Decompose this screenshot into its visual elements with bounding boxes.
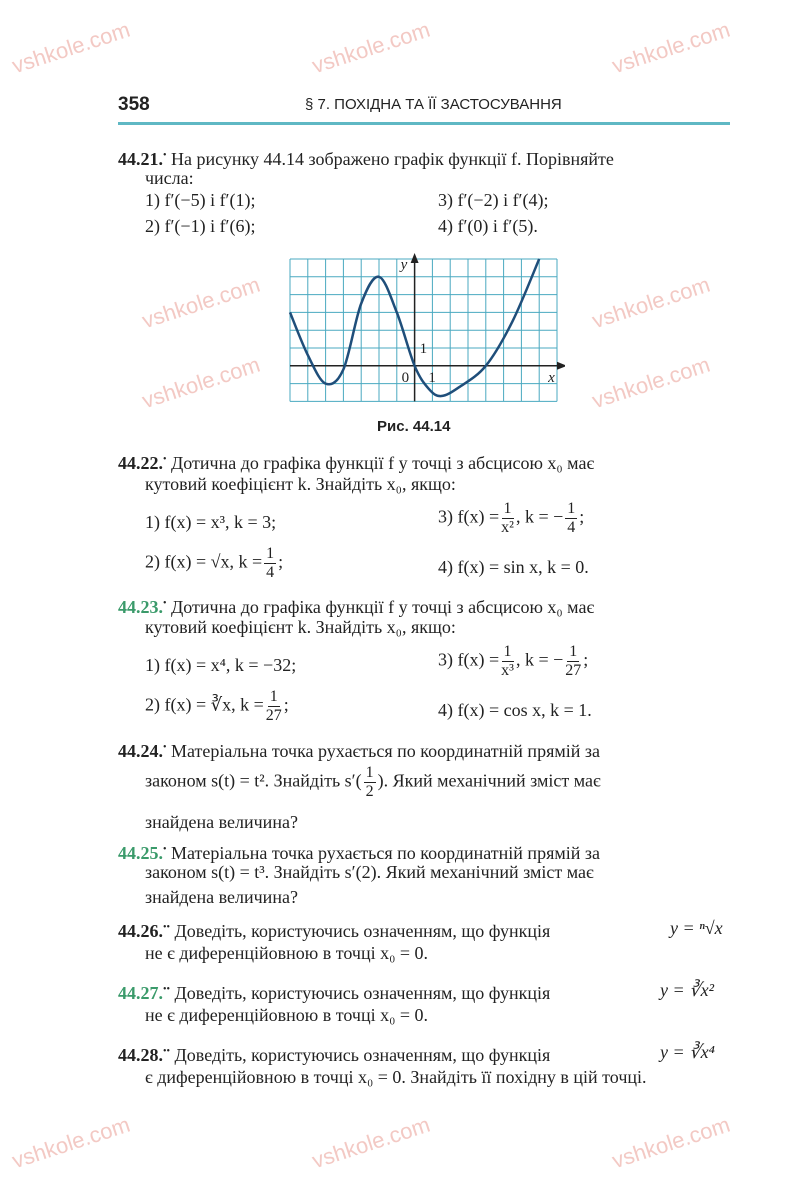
problem-44-23 — [118, 593, 730, 618]
difficulty-mark: •• — [163, 984, 171, 995]
item: 3) f′(−2) і f′(4); — [438, 190, 549, 210]
difficulty-mark: • — [163, 150, 167, 161]
difficulty-mark: • — [163, 454, 167, 465]
problem-text: є диференційовною в точці x₀ = 0. Знайдіть її похідну в цій точці. — [145, 1067, 647, 1087]
item: 2) f(x) = √x, k = $\frac{1}{4}$ ; — [145, 545, 284, 581]
origin-label: 0 — [401, 369, 410, 386]
item-row — [145, 215, 425, 237]
problem-44-22 — [118, 449, 730, 474]
problem-number: 44.27. — [118, 983, 163, 1003]
figure-caption: Рис. 44.14 — [377, 418, 451, 435]
problem-text: кутовий коефіцієнт k. Знайдіть x₀, якщо: — [145, 617, 456, 637]
chapter-title: § 7. ПОХІДНА ТА ЇЇ ЗАСТОСУВАННЯ — [305, 96, 562, 113]
item: 1) f′(−5) і f′(1); — [145, 190, 256, 210]
item-row — [145, 189, 425, 211]
watermark: vshkole.com — [8, 1111, 133, 1174]
difficulty-mark: • — [163, 598, 167, 609]
problem-text: знайдена величина? — [145, 812, 298, 832]
header-divider — [118, 122, 730, 125]
problem-text: законом s(t) = t². Знайдіть s′( $\frac{1}{2}$ ). Який механічний зміст має — [145, 764, 601, 800]
y-axis-arrow — [411, 253, 419, 263]
difficulty-mark: •• — [163, 1046, 171, 1057]
problem-number: 44.22. — [118, 453, 163, 473]
difficulty-mark: • — [163, 742, 167, 753]
difficulty-mark: • — [163, 844, 167, 855]
problem-text: Доведіть, користуючись означенням, що функція — [174, 983, 551, 1003]
watermark: vshkole.com — [308, 16, 433, 79]
problem-text: Дотична до графіка функції f у точці з абсцисою x₀ має — [171, 453, 595, 473]
item: 2) f′(−1) і f′(6); — [145, 216, 256, 236]
item: 1) f(x) = x⁴, k = −32; — [145, 655, 297, 675]
watermark: vshkole.com — [138, 271, 263, 334]
item: 1) f(x) = x³, k = 3; — [145, 512, 277, 532]
y-axis-label: y — [400, 257, 408, 273]
formula: y = ∛x⁴ — [660, 1042, 715, 1062]
problem-number: 44.26. — [118, 921, 163, 941]
function-graph — [285, 252, 565, 412]
item: 3) f(x) = $\frac{1}{\text{x³}}$ , k = − $\frac{1}{27}$ ; — [438, 643, 589, 679]
problem-text: законом s(t) = t³. Знайдіть s′(2). Який механічний зміст має — [145, 862, 594, 882]
problem-text: кутовий коефіцієнт k. Знайдіть x₀, якщо: — [145, 474, 456, 494]
page-number: 358 — [118, 94, 150, 115]
problem-44-28 — [118, 1041, 648, 1066]
problem-44-27 — [118, 979, 648, 1004]
problem-text: не є диференційовною в точці x₀ = 0. — [145, 943, 429, 963]
watermark: vshkole.com — [608, 1111, 733, 1174]
problem-text: Дотична до графіка функції f у точці з абсцисою x₀ має — [171, 597, 595, 617]
problem-number: 44.21. — [118, 149, 163, 169]
watermark: vshkole.com — [138, 351, 263, 414]
x-axis-arrow — [557, 362, 565, 370]
problem-number: 44.24. — [118, 741, 163, 761]
problem-text: Матеріальна точка рухається по координатній прямій за — [171, 843, 600, 863]
watermark: vshkole.com — [608, 16, 733, 79]
difficulty-mark: •• — [163, 922, 171, 933]
problem-number: 44.28. — [118, 1045, 163, 1065]
problem-text: На рисунку 44.14 зображено графік функції f. Порівняйте — [171, 149, 614, 169]
problem-text: Матеріальна точка рухається по координатній прямій за — [171, 741, 600, 761]
watermark: vshkole.com — [8, 16, 133, 79]
problem-number: 44.25. — [118, 843, 163, 863]
problem-44-26 — [118, 917, 648, 942]
problem-text: не є диференційовною в точці x₀ = 0. — [145, 1005, 429, 1025]
item: 2) f(x) = ∛x, k = $\frac{1}{27}$ ; — [145, 688, 289, 724]
watermark: vshkole.com — [588, 351, 713, 414]
item: 3) f(x) = $\frac{1}{\text{x²}}$ , k = − $\frac{1}{4}$ ; — [438, 500, 585, 536]
item: 4) f(x) = cos x, k = 1. — [438, 700, 592, 720]
problem-number: 44.23. — [118, 597, 163, 617]
formula: y = ∛x² — [660, 980, 714, 1000]
watermark: vshkole.com — [588, 271, 713, 334]
x-axis-label: x — [548, 369, 555, 386]
y-unit-label: 1 — [419, 341, 428, 357]
problem-text: Доведіть, користуючись означенням, що функція — [174, 1045, 551, 1065]
x-unit-label: 1 — [428, 369, 436, 386]
item: 4) f′(0) і f′(5). — [438, 216, 538, 236]
item: 4) f(x) = sin x, k = 0. — [438, 557, 589, 577]
formula: y = ⁿ√x — [670, 918, 723, 938]
problem-44-24 — [118, 737, 730, 762]
problem-text: знайдена величина? — [145, 887, 298, 907]
problem-text: Доведіть, користуючись означенням, що функція — [174, 921, 551, 941]
problem-text: числа: — [145, 168, 194, 188]
watermark: vshkole.com — [308, 1111, 433, 1174]
